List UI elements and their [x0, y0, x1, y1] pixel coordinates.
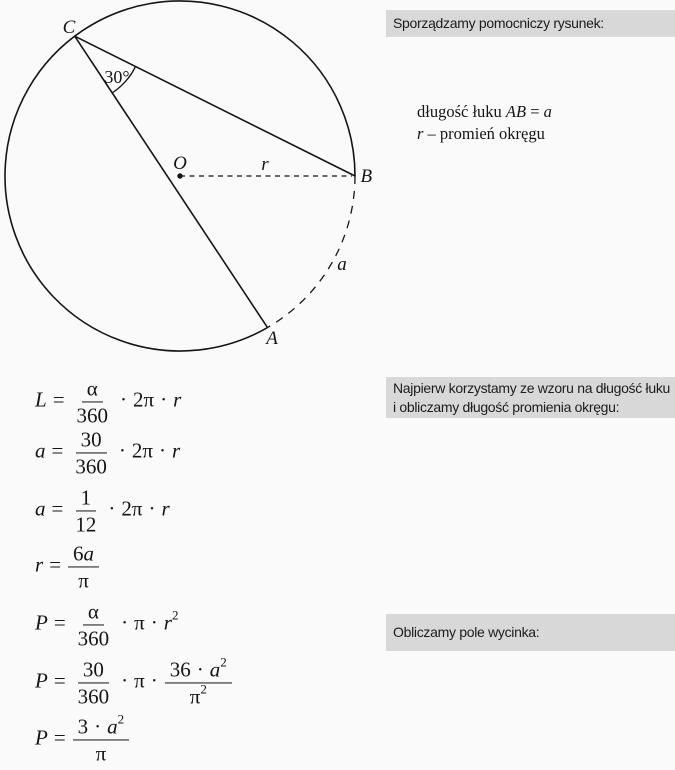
math-txt: =	[526, 102, 544, 121]
math-var: r	[163, 610, 172, 635]
math-fraction	[68, 542, 99, 591]
formula-row	[35, 654, 233, 709]
math-superscript: 2	[117, 711, 125, 727]
fraction-numerator	[82, 377, 103, 402]
formula-row	[35, 377, 181, 426]
point-label-A: A	[266, 328, 278, 349]
math-var: r	[173, 387, 182, 412]
formula	[35, 599, 179, 651]
math-num: 2	[121, 496, 132, 521]
math-fraction	[73, 600, 115, 649]
legend-line-arc	[417, 101, 552, 123]
formula	[35, 654, 233, 709]
fraction-denominator	[73, 568, 94, 592]
math-op: ·	[148, 496, 156, 521]
formula	[35, 485, 170, 537]
math-num: 30	[80, 427, 102, 452]
math-op: ·	[196, 657, 204, 682]
math-op: ·	[158, 438, 166, 463]
math-var: a	[83, 541, 95, 566]
math-txt: – promień okręgu	[423, 124, 545, 143]
math-op: =	[51, 496, 64, 521]
formula-row	[35, 486, 170, 535]
step-heading-text-line2: i obliczamy długość promienia okręgu:	[393, 398, 620, 415]
math-num: 360	[75, 454, 107, 479]
math-num: 360	[77, 626, 110, 651]
formula-row	[35, 600, 178, 649]
math-op: ·	[118, 438, 126, 463]
math-superscript: 2	[220, 654, 227, 670]
auxiliary-diagram	[0, 0, 380, 360]
fraction-numerator	[83, 600, 104, 625]
math-var: P	[35, 725, 48, 750]
math-it: a	[543, 102, 552, 121]
math-sym: π	[134, 610, 145, 635]
math-var: r	[35, 552, 44, 577]
math-var: P	[35, 610, 48, 635]
math-var: a	[209, 657, 221, 682]
math-op: ·	[150, 610, 158, 635]
math-sym: α	[87, 599, 99, 624]
fraction-numerator	[68, 542, 99, 567]
math-op: =	[51, 438, 64, 463]
fraction-denominator	[185, 681, 212, 709]
fraction-denominator	[70, 454, 112, 478]
math-op: ·	[121, 668, 129, 693]
math-num: 36	[169, 657, 191, 682]
formula-row	[35, 711, 130, 766]
math-op: =	[53, 725, 66, 750]
math-num: 1	[80, 485, 92, 510]
fraction-denominator	[70, 512, 101, 536]
math-fraction	[73, 711, 130, 766]
math-op: ·	[108, 496, 116, 521]
math-var: a	[35, 438, 46, 463]
math-op: ·	[120, 387, 128, 412]
arc-label-a: a	[337, 254, 347, 275]
formula-row	[35, 542, 100, 591]
math-fraction	[72, 377, 114, 426]
math-num: 12	[75, 512, 97, 537]
math-op: =	[53, 668, 66, 693]
step-heading-text: Obliczamy pole wycinka:	[393, 624, 540, 640]
formula	[35, 711, 130, 766]
center-point-O	[177, 173, 182, 178]
circle-diagram-svg	[0, 0, 380, 360]
math-var: r	[171, 438, 181, 463]
math-superscript: 2	[200, 681, 207, 697]
fraction-denominator	[72, 403, 114, 427]
formula	[35, 376, 182, 428]
step-heading-sector-area	[386, 614, 675, 651]
math-sym: π	[134, 668, 145, 693]
radius-label-r: r	[261, 154, 269, 175]
fraction-denominator	[91, 741, 112, 765]
math-fraction	[73, 658, 115, 707]
math-op: ·	[150, 668, 158, 693]
fraction-numerator	[76, 486, 97, 511]
step-heading-text: Sporządzamy pomocniczy rysunek:	[393, 15, 604, 31]
math-sym: α	[86, 376, 98, 401]
fraction-numerator	[76, 428, 107, 453]
chord-CB	[75, 36, 355, 176]
math-num: 360	[77, 684, 110, 709]
arc-a-dashed	[268, 176, 356, 328]
math-txt: długość łuku	[417, 102, 506, 121]
math-op: ·	[121, 610, 129, 635]
math-num: 2	[133, 387, 144, 412]
math-var: a	[107, 714, 118, 739]
formula	[35, 427, 181, 479]
point-label-O: O	[173, 153, 187, 174]
step-heading-text-line1: Najpierw korzystamy ze wzoru na długość łuku	[393, 379, 671, 396]
math-op: =	[52, 387, 65, 412]
math-var: L	[35, 387, 47, 412]
math-fraction	[70, 486, 101, 535]
math-it: AB	[505, 102, 527, 121]
formula-row	[35, 428, 180, 477]
fraction-denominator	[73, 684, 115, 708]
math-var: P	[35, 668, 48, 693]
fraction-numerator	[165, 654, 232, 683]
step-heading-arc-length	[386, 377, 675, 418]
math-var: a	[35, 496, 46, 521]
step-heading-drawing	[386, 10, 675, 37]
math-fraction	[70, 428, 112, 477]
math-superscript: 2	[171, 607, 179, 623]
math-sym: π	[189, 684, 201, 709]
math-num: 6	[73, 541, 84, 566]
math-it: r	[417, 124, 424, 143]
point-label-C: C	[62, 17, 76, 38]
math-op: =	[49, 552, 62, 577]
math-var: r	[161, 496, 170, 521]
formula	[35, 541, 100, 593]
math-sym: π	[143, 387, 155, 412]
legend-line-radius	[417, 123, 552, 145]
math-num: 3	[77, 714, 89, 739]
math-sym: π	[131, 496, 143, 521]
math-num: 2	[131, 438, 143, 463]
math-num: 30	[82, 657, 104, 682]
diagram-legend	[417, 101, 552, 145]
math-sym: π	[95, 741, 107, 766]
math-op: ·	[94, 714, 102, 739]
point-label-B: B	[360, 166, 373, 187]
fraction-denominator	[73, 626, 115, 650]
math-num: 360	[76, 403, 109, 428]
math-sym: π	[142, 438, 153, 463]
math-op: ·	[160, 387, 168, 412]
math-fraction	[165, 654, 232, 709]
fraction-numerator	[73, 711, 130, 740]
math-op: =	[53, 610, 66, 635]
angle-label-30deg: 30°	[104, 67, 130, 87]
fraction-numerator	[78, 658, 109, 683]
math-sym: π	[78, 568, 89, 593]
